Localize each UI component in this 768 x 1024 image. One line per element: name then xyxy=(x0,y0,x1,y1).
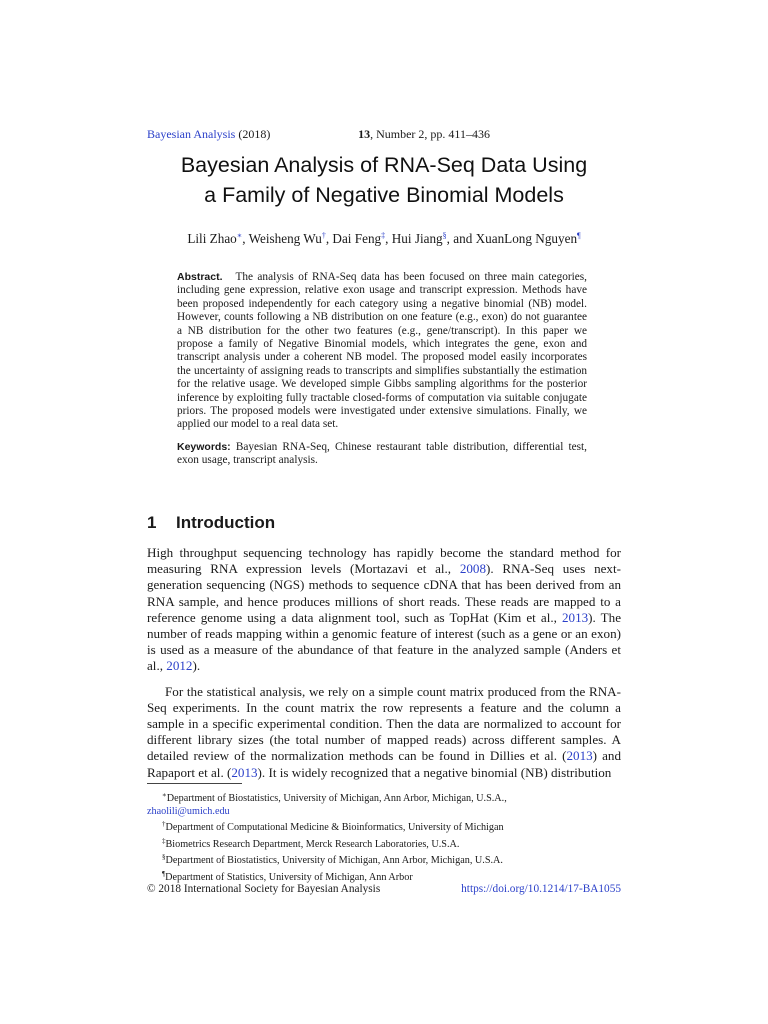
author-name: Hui Jiang xyxy=(391,231,443,246)
title-line-2: a Family of Negative Binomial Models xyxy=(204,183,564,207)
journal-link[interactable]: Bayesian Analysis xyxy=(147,127,236,141)
footnote: §Department of Biostatistics, University of Michigan, Ann Arbor, Michigan, U.S.A. xyxy=(162,853,503,867)
paper-title xyxy=(120,150,648,210)
citation-link[interactable]: 2013 xyxy=(566,748,593,764)
paragraph: High throughput sequencing technology has rapidly become the standard method for measuring RNA expression levels (Mortazavi et al., 2008). RNA-Seq uses next-generation sequencing (NGS) methods to sequence cDNA that has been derived from an RNA sample, and hence produces millions of short reads. These reads are mapped to a reference genome using a data alignment tool, such as TopHat (Kim et al., 2013). The number of reads mapping within a genomic feature of interest (such as a gene or an exon) is used as a measure of the abundance of that feature in the analyzed sample (Anders et al., 2012). xyxy=(147,545,622,674)
abstract-block xyxy=(177,271,587,468)
section-title: Introduction xyxy=(176,513,276,532)
author-name: Lili Zhao xyxy=(187,231,237,246)
paragraph: For the statistical analysis, we rely on a simple count matrix produced from the RNA-Seq experiments. In the count matrix the row represents a feature and the column a sample in a specific experimental condition. Then the data are normalized to account for different library sizes (the total number of mapped reads) across different samples. A detailed review of the normalization methods can be found in Dillies et al. (2013) and Rapaport et al. (2013). It is widely recognized that a negative binomial (NB) distribution xyxy=(147,683,621,780)
footnotes xyxy=(147,789,621,885)
author-mark[interactable]: ¶ xyxy=(577,231,581,240)
page-footer xyxy=(147,883,621,895)
author-mark[interactable]: † xyxy=(321,231,326,240)
section-number: 1 xyxy=(147,513,157,532)
author-name: Weisheng Wu xyxy=(248,231,322,246)
citation-link[interactable]: 2013 xyxy=(231,764,258,780)
body-text xyxy=(147,545,621,781)
author-name: Dai Feng xyxy=(332,231,382,246)
citation-link[interactable]: 2008 xyxy=(459,561,487,577)
author-mark[interactable]: § xyxy=(442,231,447,240)
abstract-text: The analysis of RNA-Seq data has been focused on three main categories, including gene expression, relative exon usage and transcript expression. Methods have been proposed independently for each category using a negative binomial (NB) model. However, counts following a NB distribution on one feature (e.g., exon) do not guarantee a NB distribution for the other two features (e.g., gene/transcript). In this paper we propose a family of Negative Binomial models, which integrates the gene, exon and transcript analysis under a coherent NB model. The proposed model easily incorporates the uncertainty of assigning reads to transcripts and simplifies substantially the estimation for the relative usage. We developed simple Gibbs sampling algorithms for the posterior inference by exploiting fully tractable closed-forms of computation via suitable conjugate priors. The proposed models were investigated under extensive simulations. Finally, we applied our model to a real data set. xyxy=(177,271,587,431)
section-heading xyxy=(147,513,275,533)
author-mark[interactable]: ∗ xyxy=(236,231,243,240)
footnote: ¶Department of Statistics, University of Michigan, Ann Arbor xyxy=(162,869,413,883)
volume-number: 13 xyxy=(358,127,371,141)
footnote: †Department of Computational Medicine & Bioinformatics, University of Michigan xyxy=(162,820,504,834)
author-name: XuanLong Nguyen xyxy=(475,231,578,246)
title-line-1: Bayesian Analysis of RNA-Seq Data Using xyxy=(180,153,588,177)
author-mark[interactable]: ‡ xyxy=(381,231,386,240)
citation-link[interactable]: 2012 xyxy=(166,658,193,674)
issue-pages: , Number 2, pp. 411–436 xyxy=(370,127,490,141)
journal-header xyxy=(147,127,490,142)
keywords-label: Keywords: xyxy=(177,440,231,453)
keywords-text: Bayesian RNA-Seq, Chinese restaurant table distribution, differential test, exon usage, transcript analysis. xyxy=(177,440,587,467)
copyright-text: © 2018 International Society for Bayesian Analysis xyxy=(147,883,381,895)
doi-link[interactable]: https://doi.org/10.1214/17-BA1055 xyxy=(461,883,621,895)
email-link[interactable]: zhaolili@umich.edu xyxy=(147,805,230,817)
footnote-divider xyxy=(147,783,242,784)
footnote: ∗Department of Biostatistics, University of Michigan, Ann Arbor, Michigan, U.S.A., xyxy=(162,791,507,804)
author-list: Lili Zhao∗, Weisheng Wu†, Dai Feng‡, Hui Jiang§, and XuanLong Nguyen¶ xyxy=(187,231,581,246)
footnote: ‡Biometrics Research Department, Merck Research Laboratories, U.S.A. xyxy=(162,836,460,850)
footnote xyxy=(147,806,621,819)
citation-link[interactable]: 2013 xyxy=(561,609,589,625)
journal-year: (2018) xyxy=(238,127,271,141)
abstract-label: Abstract. xyxy=(177,271,223,283)
